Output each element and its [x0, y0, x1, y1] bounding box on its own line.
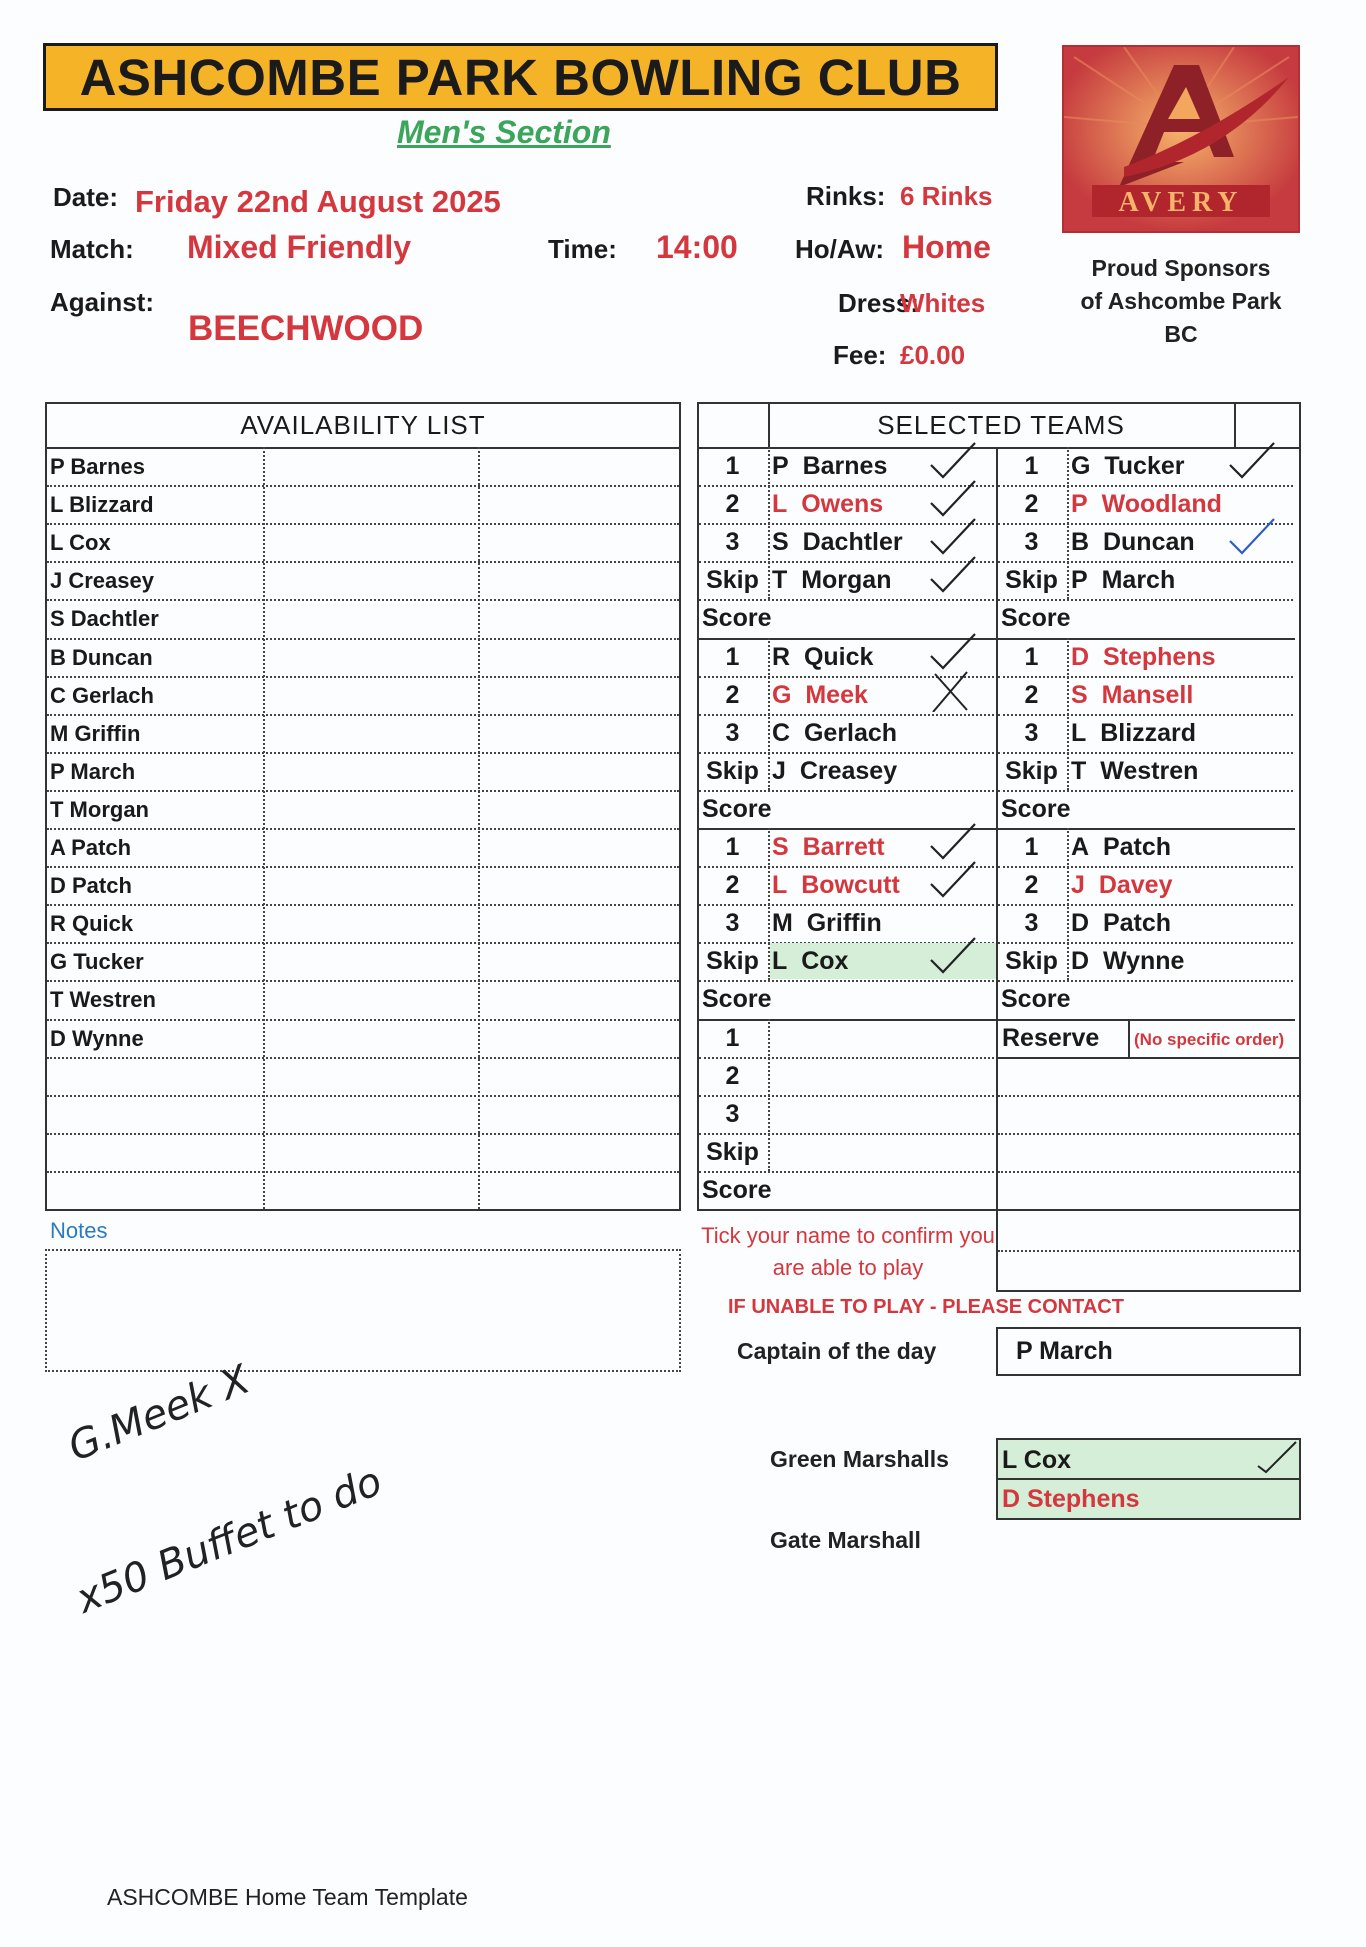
position-label: 3 — [725, 1099, 740, 1128]
player-initial: M — [772, 909, 793, 938]
row-divider — [699, 1095, 994, 1097]
handwritten-note-2: x50 Buffet to do — [70, 1458, 389, 1623]
player-name[interactable] — [772, 565, 891, 595]
position-label: 2 — [725, 490, 740, 519]
position-label: 2 — [1024, 680, 1039, 709]
player-initial: B — [1071, 528, 1090, 557]
position-label: 1 — [725, 642, 740, 671]
position-label: 2 — [725, 1061, 740, 1090]
row-divider — [47, 1133, 679, 1135]
row-divider — [47, 866, 679, 868]
score-label: Score — [1001, 985, 1071, 1014]
notes-box[interactable] — [45, 1249, 681, 1372]
rink-divider — [697, 1019, 996, 1021]
row-divider — [996, 1057, 1301, 1059]
position-label: 3 — [1024, 528, 1039, 557]
player-initial: S — [1071, 680, 1088, 709]
tick-mark-icon — [923, 553, 983, 597]
hoaw-value: Home — [902, 229, 991, 265]
row-divider — [699, 1057, 994, 1059]
date-value: Friday 22nd August 2025 — [135, 184, 501, 219]
row-divider — [998, 1133, 1299, 1135]
row-divider — [47, 1019, 679, 1021]
cross-mark-icon — [923, 668, 983, 712]
player-initial: L — [772, 490, 788, 519]
row-divider — [47, 485, 679, 487]
time-value: 14:00 — [656, 229, 738, 265]
reserve-label: Reserve — [1002, 1023, 1100, 1052]
player-surname: Patch — [1102, 909, 1172, 938]
row-divider — [47, 1095, 679, 1097]
tick-mark-icon — [1222, 515, 1282, 559]
player-initial: P — [1071, 490, 1088, 519]
sponsor-line-3: BC — [1164, 321, 1198, 347]
player-initial: L — [1071, 718, 1087, 747]
row-divider — [998, 1171, 1299, 1173]
player-initial: D — [1071, 642, 1090, 671]
player-initial: G — [772, 680, 792, 709]
captain-box — [996, 1327, 1301, 1376]
position-label: 1 — [1024, 833, 1039, 861]
row-divider — [998, 790, 1293, 792]
position-label: 1 — [725, 452, 740, 480]
availability-name[interactable]: A Patch — [50, 835, 132, 860]
row-divider — [998, 1250, 1299, 1252]
position-label: 2 — [1024, 490, 1039, 519]
player-name[interactable] — [772, 451, 887, 481]
player-initial: J — [1071, 871, 1085, 900]
captain-name: P March — [1016, 1337, 1113, 1365]
section-title: Men's Section — [397, 114, 611, 150]
player-surname: Stephens — [1102, 642, 1216, 671]
green-marshall-1: L Cox — [1002, 1446, 1071, 1474]
availability-name[interactable]: P March — [50, 758, 136, 784]
row-divider — [47, 980, 679, 982]
selected-teams-title: SELECTED TEAMS — [877, 410, 1125, 440]
club-name-banner: ASHCOMBE PARK BOWLING CLUB — [43, 43, 998, 111]
green-marshalls-box — [996, 1438, 1301, 1520]
against-label: Against: — [50, 287, 154, 317]
position-label: Skip — [706, 1137, 759, 1166]
row-divider — [699, 752, 994, 754]
position-label: 3 — [725, 528, 740, 557]
player-surname: Duncan — [1102, 528, 1195, 557]
column-divider — [478, 447, 480, 1209]
row-divider — [699, 790, 994, 792]
player-initial: A — [1071, 833, 1090, 861]
tick-mark-icon — [1254, 1440, 1300, 1478]
row-divider — [998, 866, 1293, 868]
player-name[interactable] — [1071, 870, 1172, 900]
position-label: Skip — [1005, 947, 1058, 976]
dress-value: Whites — [900, 288, 986, 318]
availability-name[interactable]: L Cox — [50, 530, 111, 556]
row-divider — [998, 485, 1293, 487]
tick-instruction: Tick your name to confirm you are able to play — [701, 1223, 995, 1280]
player-name[interactable] — [772, 756, 897, 786]
player-name[interactable] — [772, 832, 885, 862]
handwritten-note-1: G.Meek X — [62, 1356, 257, 1471]
player-name[interactable] — [1071, 756, 1198, 786]
against-value: BEECHWOOD — [188, 309, 424, 348]
row-divider — [47, 942, 679, 944]
player-surname: Barnes — [802, 452, 888, 480]
sponsor-caption — [1055, 252, 1307, 351]
player-name[interactable] — [772, 870, 900, 900]
player-name[interactable] — [772, 1023, 786, 1053]
player-name[interactable] — [1071, 946, 1184, 976]
position-label: Skip — [1005, 756, 1058, 785]
player-name[interactable] — [772, 1137, 786, 1167]
availability-name[interactable]: J Creasey — [50, 568, 154, 594]
row-divider — [47, 828, 679, 830]
availability-name[interactable]: P Barnes — [50, 454, 145, 479]
fee-label: Fee: — [833, 340, 887, 370]
position-label: 3 — [1024, 718, 1039, 747]
player-initial: S — [772, 833, 789, 861]
availability-name[interactable]: T Westren — [50, 987, 156, 1013]
player-surname: Barrett — [802, 833, 885, 861]
avery-logo-text: AVERY — [1118, 187, 1244, 218]
player-surname: Creasey — [799, 756, 898, 785]
row-divider — [998, 599, 1293, 601]
player-surname: Westren — [1100, 756, 1199, 785]
score-label: Score — [702, 1175, 772, 1204]
player-initial: D — [1071, 909, 1090, 938]
availability-name[interactable]: T Morgan — [50, 796, 149, 822]
header-divider — [768, 402, 770, 447]
row-divider — [47, 714, 679, 716]
hoaw-label: Ho/Aw: — [795, 234, 885, 264]
rink-divider — [697, 1209, 996, 1211]
player-surname: Blizzard — [1100, 718, 1197, 747]
availability-name[interactable]: R Quick — [50, 911, 134, 937]
row-divider — [998, 1095, 1299, 1097]
player-surname: Wynne — [1102, 947, 1185, 976]
template-footer: ASHCOMBE Home Team Template — [107, 1884, 468, 1910]
player-name[interactable] — [772, 1061, 786, 1091]
player-initial: T — [772, 566, 788, 595]
player-initial: P — [1071, 566, 1088, 595]
player-surname: Meek — [805, 680, 868, 709]
player-initial: P — [772, 452, 789, 480]
player-name[interactable] — [772, 718, 897, 748]
player-initial: D — [1071, 947, 1090, 976]
position-label: 1 — [725, 833, 740, 861]
player-surname: Morgan — [801, 566, 892, 595]
player-name[interactable] — [1071, 718, 1196, 748]
position-label: 3 — [1024, 909, 1039, 938]
position-label: 1 — [725, 1023, 740, 1052]
position-label: 3 — [725, 909, 740, 938]
contact-instruction: IF UNABLE TO PLAY - PLEASE CONTACT — [728, 1296, 1124, 1318]
row-divider — [998, 752, 1293, 754]
player-surname: Woodland — [1101, 490, 1222, 519]
player-surname: Griffin — [806, 909, 882, 938]
player-surname: Davey — [1098, 871, 1173, 900]
row-divider — [47, 676, 679, 678]
row-divider — [47, 904, 679, 906]
row-divider — [47, 561, 679, 563]
sponsor-line-2: of Ashcombe Park — [1080, 288, 1282, 314]
score-label: Score — [1001, 604, 1071, 633]
rinks-value: 6 Rinks — [900, 181, 993, 211]
row-divider — [699, 904, 994, 906]
position-label: Skip — [706, 756, 759, 785]
position-label: 2 — [1024, 871, 1039, 900]
row-divider — [47, 523, 679, 525]
row-divider — [699, 599, 994, 601]
avery-sponsor-logo — [1062, 45, 1300, 233]
player-name[interactable] — [772, 527, 903, 557]
availability-name[interactable]: B Duncan — [50, 644, 153, 670]
row-divider — [998, 942, 1293, 944]
row-divider — [47, 1171, 679, 1173]
player-surname: Quick — [803, 642, 874, 671]
rink-divider — [996, 638, 1295, 640]
player-surname: Mansell — [1101, 680, 1194, 709]
player-name[interactable] — [772, 489, 883, 519]
tick-mark-icon — [1222, 439, 1282, 483]
score-label: Score — [1001, 794, 1071, 823]
column-divider — [1128, 1019, 1130, 1057]
rink-divider — [996, 1019, 1295, 1021]
player-name[interactable] — [1071, 832, 1171, 862]
player-initial: S — [772, 528, 789, 557]
player-name[interactable] — [1071, 565, 1175, 595]
availability-name[interactable]: D Wynne — [50, 1025, 144, 1051]
green-marshalls-label: Green Marshalls — [770, 1446, 949, 1472]
player-name[interactable] — [772, 1099, 786, 1129]
player-surname: Gerlach — [803, 718, 898, 747]
position-label: 2 — [725, 680, 740, 709]
player-initial: J — [772, 756, 786, 785]
player-surname: Owens — [801, 490, 884, 519]
player-name[interactable] — [1071, 908, 1171, 938]
player-name[interactable] — [1071, 489, 1222, 519]
position-label: Skip — [706, 566, 759, 595]
reserve-note: (No specific order) — [1134, 1029, 1285, 1049]
position-label: Skip — [1005, 566, 1058, 595]
table-divider — [45, 447, 681, 449]
time-label: Time: — [548, 234, 617, 264]
player-surname: Dachtler — [802, 528, 903, 557]
availability-name[interactable]: L Blizzard — [50, 492, 154, 518]
availability-title: AVAILABILITY LIST — [240, 410, 486, 440]
match-value: Mixed Friendly — [187, 229, 412, 265]
player-initial: R — [772, 642, 791, 671]
rink-divider — [996, 828, 1295, 830]
player-initial: C — [772, 718, 791, 747]
match-label: Match: — [50, 234, 134, 264]
row-divider — [699, 1133, 994, 1135]
tick-mark-icon — [923, 858, 983, 902]
row-divider — [47, 599, 679, 601]
row-divider — [998, 904, 1293, 906]
row-divider — [699, 714, 994, 716]
availability-name[interactable]: C Gerlach — [50, 682, 154, 708]
score-label: Score — [702, 604, 772, 633]
position-label: 2 — [725, 871, 740, 900]
dress-label: Dress: — [838, 288, 919, 318]
captain-label: Captain of the day — [737, 1338, 937, 1364]
notes-label: Notes — [50, 1218, 108, 1243]
gate-marshall-label: Gate Marshall — [770, 1527, 921, 1553]
rinks-label: Rinks: — [806, 181, 886, 211]
player-name[interactable] — [1071, 680, 1193, 710]
player-name[interactable] — [1071, 451, 1185, 481]
avery-logo-icon — [1064, 47, 1298, 231]
player-initial: G — [1071, 452, 1091, 480]
date-label: Date: — [53, 182, 119, 212]
table-divider — [697, 447, 1301, 449]
player-surname: Cox — [801, 947, 849, 976]
row-divider — [699, 980, 994, 982]
sponsor-line-1: Proud Sponsors — [1091, 255, 1271, 281]
player-name[interactable] — [772, 908, 882, 938]
availability-name[interactable]: D Patch — [50, 873, 132, 899]
row-divider — [998, 714, 1293, 716]
row-divider — [47, 638, 679, 640]
score-label: Score — [702, 985, 772, 1014]
position-label: Skip — [706, 947, 759, 976]
player-surname: Patch — [1102, 833, 1172, 861]
availability-name[interactable]: S Dachtler — [50, 606, 159, 632]
position-label: 1 — [1024, 642, 1039, 671]
player-surname: Tucker — [1104, 452, 1185, 480]
row-divider — [699, 1171, 994, 1173]
score-label: Score — [702, 794, 772, 823]
row-divider — [998, 676, 1293, 678]
player-name[interactable] — [1071, 527, 1195, 557]
player-initial: T — [1071, 756, 1087, 785]
player-surname: March — [1101, 566, 1176, 595]
column-divider — [263, 447, 265, 1209]
tick-mark-icon — [923, 934, 983, 978]
player-surname: Bowcutt — [801, 871, 900, 900]
fee-value: £0.00 — [900, 340, 966, 370]
player-name[interactable] — [772, 946, 848, 976]
player-name[interactable] — [1071, 642, 1216, 672]
row-divider — [998, 980, 1293, 982]
row-divider — [998, 561, 1293, 563]
player-initial: L — [772, 871, 788, 900]
player-name[interactable] — [772, 642, 873, 672]
player-name[interactable] — [772, 680, 868, 710]
row-divider — [47, 790, 679, 792]
row-divider — [47, 1057, 679, 1059]
position-label: 3 — [725, 718, 740, 747]
position-label: 1 — [1024, 452, 1039, 480]
green-marshall-2: D Stephens — [1002, 1485, 1140, 1513]
availability-name[interactable]: M Griffin — [50, 720, 141, 746]
availability-name[interactable]: G Tucker — [50, 949, 144, 975]
row-divider — [47, 752, 679, 754]
player-initial: L — [772, 947, 788, 976]
